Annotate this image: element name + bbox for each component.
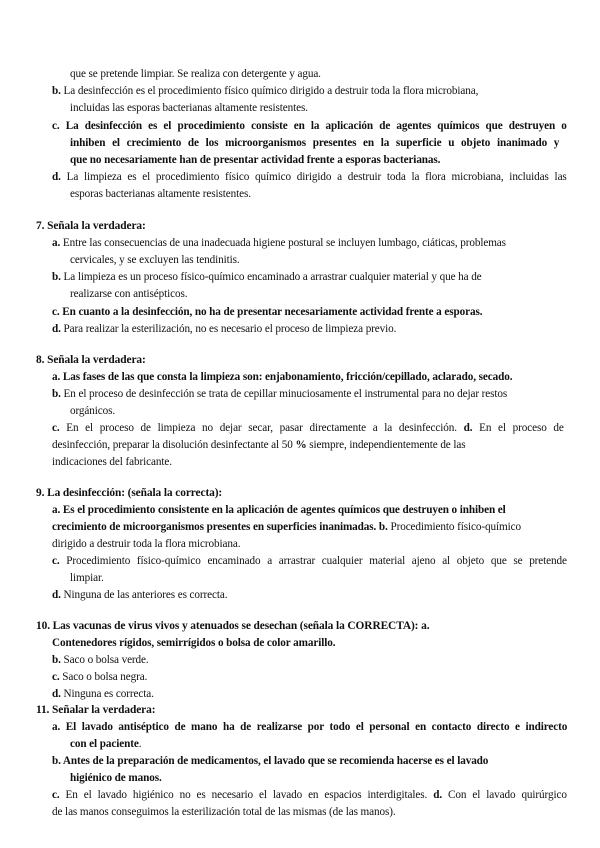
text-line: [52, 119, 567, 133]
text-line: [52, 270, 482, 284]
regular-text: que se pretende limpiar. Se realiza con detergente y agua.: [70, 68, 321, 80]
bold-text: Contenedores rígidos, semirrígidos o bolsa de color amarillo.: [52, 637, 336, 649]
bold-text: c.: [52, 671, 60, 683]
bold-text: 11. Señalar la verdadera:: [36, 704, 156, 716]
bold-text: inhiben el crecimiento de los microorganismos presentes en la superficie u objeto inanimado y: [70, 137, 560, 149]
bold-text: a. Las fases de las que consta la limpieza son: enjabonamiento, fricción/cepillado, aclarado, secado.: [52, 371, 513, 383]
text-line: [52, 805, 396, 819]
regular-text: Entre las consecuencias de una inadecuada higiene postural se incluyen lumbago, ciáticas, problemas: [60, 237, 506, 249]
bold-text: b.: [52, 388, 61, 400]
text-line: [52, 537, 240, 551]
regular-text: En el proceso de desinfección se trata de cepillar minuciosamente el instrumental para no dejar restos: [60, 388, 508, 400]
bold-text: con el paciente: [70, 738, 139, 750]
regular-text: Saco o bolsa verde.: [60, 654, 149, 666]
regular-text: realizarse con antisépticos.: [70, 288, 188, 300]
bold-text: a. Es el procedimiento consistente en la aplicación de agentes químicos que destruyen o inhiben el: [52, 504, 506, 516]
text-line: [52, 636, 335, 650]
bold-text: b. Antes de la preparación de medicamentos, el lavado que se recomienda hacerse es el lavado: [52, 755, 489, 767]
text-line: [52, 788, 567, 802]
regular-text: En el proceso de limpieza no dejar secar, pasar directamente a la desinfección.: [59, 422, 464, 434]
text-line: [52, 455, 172, 469]
bold-text: %: [295, 439, 307, 451]
bold-text: 9. La desinfección: (señala la correcta):: [36, 487, 223, 499]
text-line: [52, 305, 482, 319]
text-line: [70, 404, 115, 418]
text-line: [70, 136, 559, 150]
bold-text: c. La desinfección es el procedimiento consiste en la aplicación de agentes químicos que destruyen o: [52, 120, 567, 132]
regular-text: .: [138, 738, 142, 750]
regular-text: desinfección, preparar la disolución desinfectante al 50: [52, 439, 296, 451]
bold-text: b.: [52, 271, 61, 283]
text-line: [70, 153, 440, 167]
bold-text: que no necesariamente han de presentar actividad frente a esporas bacterianas.: [70, 154, 441, 166]
question-heading: [36, 619, 429, 633]
text-line: [52, 170, 567, 184]
text-line: [70, 101, 308, 115]
regular-text: orgánicos.: [70, 405, 116, 417]
bold-text: crecimiento de microorganismos presentes en superficies inanimadas. b.: [52, 521, 388, 533]
text-line: [70, 771, 162, 785]
question-heading: [36, 703, 155, 717]
regular-text: La limpieza es un proceso físico-químico encaminado a arrastrar cualquier material y que ha de: [60, 271, 482, 283]
text-line: [70, 187, 251, 201]
text-line: [52, 421, 564, 435]
regular-text: Procedimiento físico-químico encaminado a arrastrar cualquier material ajeno al objeto que se pretende: [59, 555, 567, 567]
text-line: [52, 588, 227, 602]
text-line: [52, 236, 506, 250]
bold-text: 8. Señala la verdadera:: [36, 354, 146, 366]
regular-text: Con el lavado quirúrgico: [442, 789, 567, 801]
regular-text: En el proceso de: [472, 422, 564, 434]
bold-text: d.: [52, 688, 61, 700]
regular-text: indicaciones del fabricante.: [52, 456, 172, 468]
bold-text: d.: [463, 422, 473, 434]
bold-text: c.: [52, 422, 60, 434]
text-line: [70, 67, 321, 81]
bold-text: 10. Las vacunas de virus vivos y atenuados se desechan (señala la CORRECTA): a.: [36, 620, 430, 632]
bold-text: b.: [52, 654, 61, 666]
text-line: [52, 503, 506, 517]
regular-text: limpiar.: [70, 572, 104, 584]
question-heading: [36, 219, 146, 233]
text-line: [70, 737, 141, 751]
text-line: [52, 720, 567, 734]
regular-text: Procedimiento físico-químico: [387, 521, 521, 533]
bold-text: d.: [433, 789, 443, 801]
regular-text: Ninguna de las anteriores es correcta.: [60, 589, 228, 601]
regular-text: cervicales, y se excluyen las tendinitis.: [70, 254, 240, 266]
regular-text: siempre, independientemente de las: [306, 439, 466, 451]
text-line: [52, 520, 521, 534]
bold-text: a.: [52, 237, 61, 249]
text-line: [52, 653, 149, 667]
regular-text: Ninguna es correcta.: [60, 688, 154, 700]
question-heading: [36, 486, 222, 500]
text-line: [52, 84, 478, 98]
text-line: [52, 387, 507, 401]
regular-text: esporas bacterianas altamente resistentes.: [70, 188, 251, 200]
regular-text: Para realizar la esterilización, no es necesario el proceso de limpieza previo.: [60, 323, 397, 335]
question-heading: [36, 353, 146, 367]
bold-text: higiénico de manos.: [70, 772, 162, 784]
regular-text: incluidas las esporas bacterianas altamente resistentes.: [70, 102, 308, 114]
text-line: [52, 554, 567, 568]
bold-text: d.: [52, 323, 61, 335]
regular-text: La limpieza es el procedimiento físico químico dirigido a destruir toda la flora microbiana, incluidas las: [60, 171, 567, 183]
text-line: [52, 670, 147, 684]
regular-text: de las manos conseguimos la esterilización total de las mismas (de las manos).: [52, 806, 396, 818]
text-line: [52, 438, 466, 452]
text-line: [70, 571, 104, 585]
regular-text: dirigido a destruir toda la flora microbiana.: [52, 538, 241, 550]
text-line: [52, 322, 396, 336]
bold-text: d.: [52, 589, 61, 601]
bold-text: 7. Señala la verdadera:: [36, 220, 146, 232]
bold-text: c. En cuanto a la desinfección, no ha de presentar necesariamente actividad frente a esporas.: [52, 306, 483, 318]
bold-text: c.: [52, 789, 60, 801]
text-line: [52, 370, 512, 384]
text-line: [70, 287, 187, 301]
bold-text: c.: [52, 555, 60, 567]
regular-text: La desinfección es el procedimiento físico químico dirigido a destruir toda la flora microbiana,: [60, 85, 479, 97]
bold-text: d.: [52, 171, 61, 183]
regular-text: En el lavado higiénico no es necesario el lavado en espacios interdigitales.: [59, 789, 434, 801]
text-line: [52, 754, 488, 768]
regular-text: Saco o bolsa negra.: [59, 671, 148, 683]
bold-text: b.: [52, 85, 61, 97]
text-line: [52, 687, 154, 701]
bold-text: a. El lavado antiséptico de mano ha de realizarse por todo el personal en contacto directo e indirecto: [52, 721, 568, 733]
text-line: [70, 253, 240, 267]
